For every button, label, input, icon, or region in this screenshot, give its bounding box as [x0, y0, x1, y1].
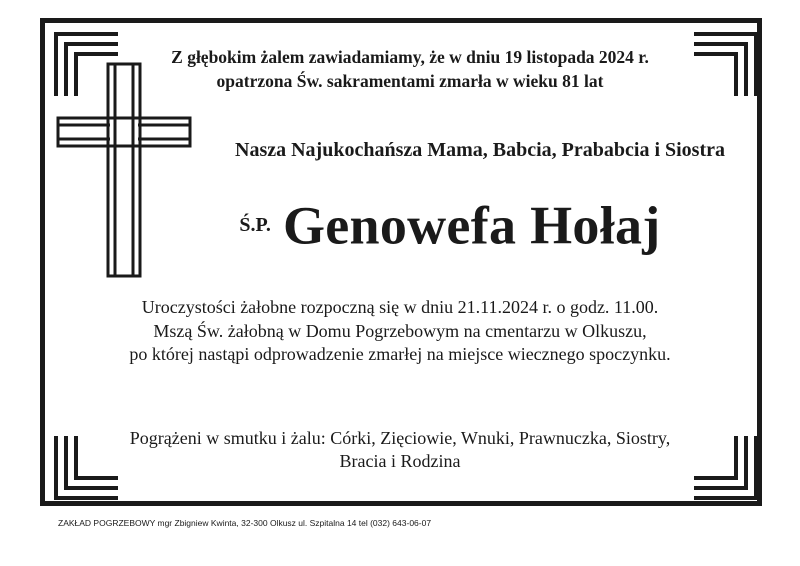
announcement-line-2: opatrzona Św. sakramentami zmarła w wieku 81 lat	[216, 71, 604, 91]
ceremony-line-3: po której nastąpi odprowadzenie zmarłej na miejsce wiecznego spoczynku.	[129, 344, 671, 364]
mourners-line-1: Pogrążeni w smutku i żalu: Córki, Zięciowie, Wnuki, Prawnuczka, Siostry,	[129, 428, 671, 448]
corner-ornament-icon	[690, 30, 760, 100]
mourners-line-2: Bracia i Rodzina	[339, 451, 461, 471]
funeral-home-footer: ZAKŁAD POGRZEBOWY mgr Zbigniew Kwinta, 32-300 Olkusz ul. Szpitalna 14 tel (032) 643-06-07	[58, 518, 432, 528]
announcement-line-1: Z głębokim żalem zawiadamiamy, że w dniu 19 listopada 2024 r.	[171, 47, 649, 67]
deceased-name-row	[150, 190, 750, 260]
ceremony-line-1: Uroczystości żałobne rozpoczną się w dniu 21.11.2024 r. o godz. 11.00.	[141, 297, 659, 317]
deceased-name: Genowefa Hołaj	[282, 195, 661, 256]
deceased-prefix: Ś.P.	[239, 214, 271, 237]
relation-subtitle: Nasza Najukochańsza Mama, Babcia, Prababcia i Siostra	[235, 139, 725, 161]
ceremony-line-2: Mszą Św. żałobną w Domu Pogrzebowym na cmentarzu w Olkuszu,	[153, 321, 647, 341]
